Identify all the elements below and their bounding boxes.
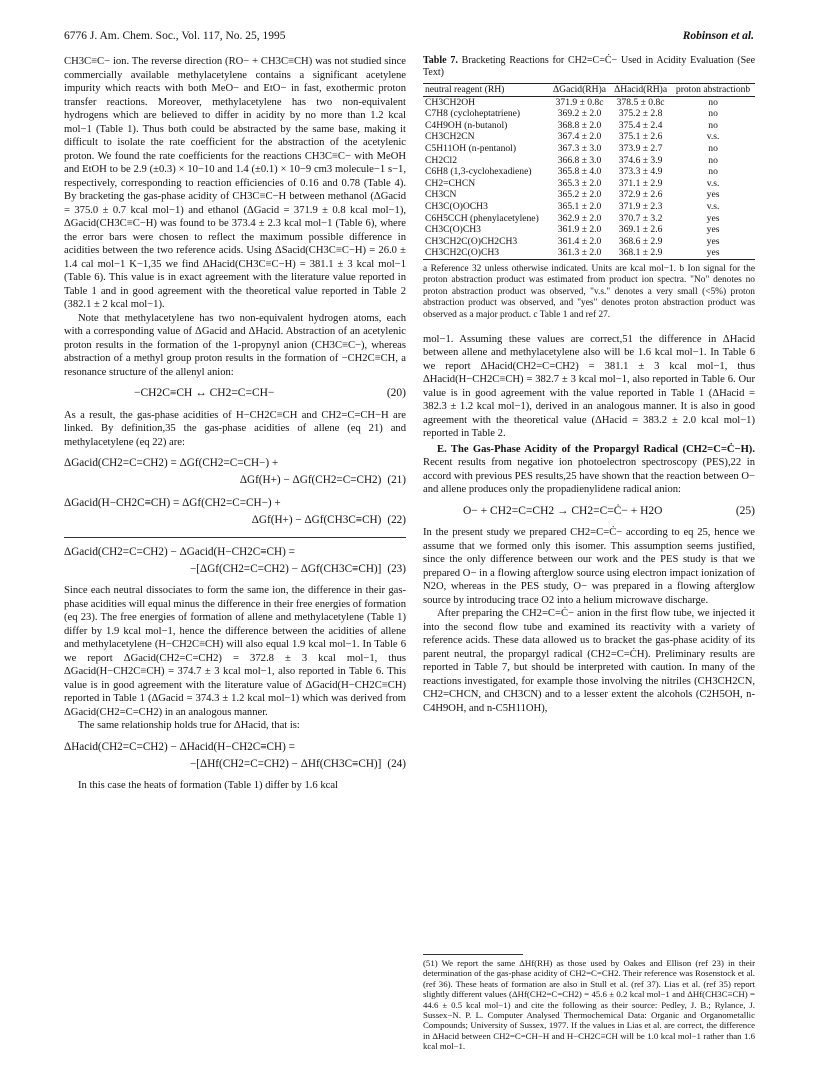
table-cell: v.s. [706,177,720,189]
table-cell: yes [706,212,720,224]
table-row [423,247,755,259]
table-cell: CH2Cl2 [425,154,457,166]
equation-20 [64,387,406,401]
column-header: neutral reagent (RH) [423,84,549,97]
equation-line: ΔGacid(CH2=C=CH2) − ΔGacid(H−CH2C≡CH) = [64,546,295,558]
table-cell: 368.6 ± 2.9 [618,235,663,247]
equation-number: (23) [387,563,406,575]
table-cell: 365.2 ± 2.0 [557,189,602,201]
table-cell: CH3C(O)CH3 [425,224,481,236]
table-cell: no [708,96,718,108]
table-cell: C7H8 (cycloheptatriene) [425,108,521,120]
equation-line: ΔGacid(H−CH2C≡CH) = ΔGf(CH2=C=CH−) + [64,497,281,509]
table-cell: 367.3 ± 3.0 [557,142,602,154]
table-row [423,213,755,225]
table-cell: 365.8 ± 4.0 [557,166,602,178]
table-cell: 361.9 ± 2.0 [557,224,602,236]
table-cell: 361.3 ± 2.0 [549,247,610,259]
table-row [423,224,755,236]
table-cell: 361.4 ± 2.0 [557,235,602,247]
equation-body: O− + CH2=C=CH2 → CH2=C=Ċ− + H2O [463,504,663,517]
equation-number: (24) [387,757,406,770]
equation-number: (22) [387,514,406,526]
equation-23 [64,544,406,578]
equation-number: (20) [386,387,406,399]
left-column [64,55,406,792]
table-cell: no [708,142,718,154]
table-cell: no [708,108,718,120]
table-cell: CH3CH2CN [425,131,475,143]
table-row [423,131,755,143]
paragraph: CH3C≡C− ion. The reverse direction (RO− + CH3C≡CH) was not studied since commercially available methylacetylene contains a significant acetylene impurity which reacts with both MeO− and EtO− in fast, exothermic proton transfer reactions. Moreover, methylacetylene has two non-equivalent hydrogens which are believed to differ in acidity by no more than 1.2 kcal mol−1 (Table 1). Thus both could be abstracted by the same base, making it difficult to isolate the rate coefficient for the abstraction of the acetylenic proton. We found the rate coefficients for the reactions CH3C≡C− with MeOH and EtOH to be 2.9 (±0.3) × 10−10 and 1.4 (±0.1) × 10−9 cm3 molecule−1 s−1, respectively, corresponding to reaction efficiencies of 0.16 and 0.78 (Table 4). By bracketing the gas-phase acidity of CH3C≡C−H between methanol (ΔGacid = 375.0 ± 0.7 kcal mol−1) and ethanol (ΔGacid = 371.9 ± 0.8 kcal mol−1), ΔGacid(CH3C≡C−H) was found to be 373.4 ± 2.3 kcal mol−1 (Table 6), where the error bars were chosen to reflect the maximum possible difference in acidities between the two reference acids. Using ΔSacid(CH3C≡C−H) = 26.0 ± 1.4 cal mol−1 K−1,35 we find ΔHacid(CH3C≡C−H) = 381.1 ± 3 kcal mol−1 (Table 6). This value is in exact agreement with the literature value reported in Table 1 and in good agreement with the theoretical value reported in Table 2 (382.1 ± 2 kcal mol−1). [64,56,406,310]
table-row [423,166,755,178]
equation-22 [64,495,406,529]
paragraph: In this case the heats of formation (Table 1) differ by 1.6 kcal [78,779,338,791]
table-cell: CH2=CHCN [425,177,476,189]
table-body [423,96,755,259]
equation-21 [64,455,406,489]
paragraph: Since each neutral dissociates to form the same ion, the difference in their gas-phase acidities will equal minus the difference in their free energies of formation (eq 23). The free energies of formation of allene and methylacetylene (Table 1) differ by 1.9 kcal mol−1, hence the difference between the acidities of allene and methylacetylene (H−CH2C≡CH) will also equal 1.9 kcal mol−1. In Table 6 we report ΔGacid(CH2=C=CH2) = 372.8 ± 3 kcal mol−1, thus ΔGacid(H−CH2C≡CH) = 374.7 ± 3 kcal mol−1, also reported in Table 6. This value is in good agreement with the literature value of ΔGacid(H−CH2C≡CH) reported in Table 1 (ΔGacid = 374.3 ± 1.2 kcal mol−1) which was derived from ΔGacid(CH2=C=CH2) in an analogous manner. [64,585,407,718]
table-cell: C4H9OH (n-butanol) [425,119,508,131]
table-cell: CH3CH2C(O)CH2CH3 [425,235,518,247]
table-7 [423,83,755,260]
footnote-51: (51) We report the same ΔHf(RH) as those used by Oakes and Ellison (ref 23) in their determination of the gas-phase acidity of CH2=C=CH2. Their reference was Rosenstock et al. (ref 36). These heats of formation are also in Stull et al. (ref 37). Lias et al. (ref 35) report slightly different values (ΔHf(CH2=C=CH2) = 45.6 ± 0.2 kcal mol−1 and ΔHf(CH3C≡CH) = 44.6 ± 0.5 kcal mol−1) and cite the following as their source: Pedley, J. B.; Rylance, J. Sussex−N. P. L. Computer Analysed Thermochemical Data: Organic and Organometallic Compounds; University of Sussex, 1977. If the values in Lias et al. are correct, the difference in ΔHacid between CH2=C=CH−H and H−CH2C≡CH will be 1.0 kcal mol−1 rather than 1.6 kcal mol−1. [423,958,755,1052]
table-cell: 372.9 ± 2.6 [618,189,663,201]
table-row [423,178,755,190]
table-cell: 373.3 ± 4.9 [618,166,663,178]
table-cell: 369.1 ± 2.6 [618,224,663,236]
table-cell: 370.7 ± 3.2 [618,212,663,224]
paragraph: As a result, the gas-phase acidities of H−CH2C≡CH and CH2=C=CH−H are linked. By definition,35 the gas-phase acidities of allene (eq 21) and methylacetylene (eq 22) are: [64,409,406,448]
table-cell: v.s. [706,200,720,212]
table-row [423,155,755,167]
table-cell: CH3CH2OH [425,96,476,108]
table-cell: no [708,166,718,178]
table-cell: v.s. [706,131,720,143]
equation-number: (21) [387,474,406,486]
table-cell: 374.6 ± 3.9 [618,154,663,166]
divider [64,537,406,538]
equation-24 [64,739,406,773]
paragraph: Note that methylacetylene has two non-equivalent hydrogen atoms, each with a corresponding value of ΔGacid and ΔHacid. Abstraction of an acetylenic proton results in the formation of the 1-propynyl anion (CH3C≡C−), whereas abstraction of a methyl group proton results in the formation of −CH2C≡CH, a resonance structure of the allenyl anion: [64,312,406,378]
table-row [423,201,755,213]
journal-citation: 6776 J. Am. Chem. Soc., Vol. 117, No. 25, 1995 [64,30,286,42]
table-row [423,108,755,120]
column-header: ΔHacid(RH)a [610,84,671,97]
table-cell: 368.1 ± 2.9 [610,247,671,259]
table-cell: 371.9 ± 0.8c [555,96,604,108]
table-cell: 371.1 ± 2.9 [618,177,663,189]
table-row [423,236,755,248]
page-header [64,30,754,46]
table-cell: yes [706,235,720,247]
paragraph: After preparing the CH2=C=Ċ− anion in the first flow tube, we injected it into the second flow tube and examined its reactivity with a variety of reference acids. These data allowed us to bracket the gas-phase acidity of its parent neutral, the propargyl radical (CH2=C=ĊH). Preliminary results are reported in Table 7, but should be interpreted with caution. In many of the reactions investigated, for example those involving the nitriles (CH3CH2CN, CH2=CHCN, and CH3CN) and to a lesser extent the alcohols (C2H5OH, n-C4H9OH, and n-C5H11OH), [423,608,755,714]
paragraph: In the present study we prepared CH2=C=Ċ− according to eq 25, hence we assume that we formed only this isomer. This assumption seems justified, since the only difference between our work and the PES study is that we prepared O− in a flowing afterglow source using electron impact ionization of N2O, whereas in the PES study, O− was prepared in a flowing afterglow source by introducing trace O2 into a helium microwave discharge. [423,527,755,606]
equation-line: ΔHacid(CH2=C=CH2) − ΔHacid(H−CH2C≡CH) = [64,740,295,753]
table-cell: C6H5CCH (phenylacetylene) [425,212,539,224]
table-row [423,189,755,201]
column-header: proton abstractionb [671,84,755,97]
table-header-row [423,84,755,97]
equation-25 [423,505,755,519]
table-cell: no [708,119,718,131]
equation-number: (25) [735,504,755,517]
paragraph: mol−1. Assuming these values are correct,51 the difference in ΔHacid between allene and methylacetylene also will be 1.6 kcal mol−1. In Table 6 we report ΔHacid(CH2=C=CH2) = 381.1 ± 3 kcal mol−1, thus ΔHacid(H−CH2C≡CH) = 382.7 ± 3 kcal mol−1, also reported in Table 6. Our value is in good agreement with the value reported in Table 1 (ΔHacid = 382.3 ± 1.2 kcal mol−1), derived in an analogous manner. It is also in good agreement with the theoretical value (ΔHacid = 383.2 ± 2.0 kcal mol−1) reported in Table 2. [423,333,755,440]
table-caption-text: Bracketing Reactions for CH2=C=Ċ− Used in Acidity Evaluation (See Text) [423,55,756,78]
running-head: Robinson et al. [682,30,754,42]
section-heading: E. The Gas-Phase Acidity of the Propargyl Radical (CH2=C=Ċ−H). [437,443,755,455]
table-row [423,143,755,155]
equation-line: ΔGacid(CH2=C=CH2) = ΔGf(CH2=C=CH−) + [64,457,279,469]
table-cell: 362.9 ± 2.0 [557,212,602,224]
table-cell: 375.1 ± 2.6 [618,131,663,143]
table-cell: 366.8 ± 3.0 [557,154,602,166]
table-cell: yes [706,189,720,201]
table-cell: 365.3 ± 2.0 [557,177,602,189]
footnote-divider [423,954,523,955]
table-cell: no [708,154,718,166]
table-cell: yes [706,224,720,236]
table-row [423,120,755,132]
table-caption [423,55,755,79]
table-cell: 373.9 ± 2.7 [618,142,663,154]
column-header: ΔGacid(RH)a [549,84,610,97]
table-cell: 368.8 ± 2.0 [557,119,602,131]
right-column [423,55,755,715]
paragraph: The same relationship holds true for ΔHacid, that is: [78,720,300,731]
table-cell: CH3C(O)OCH3 [425,200,488,212]
table-cell: CH3CN [425,189,457,201]
equation-line: ΔGf(H+) − ΔGf(CH3C≡CH) [251,514,382,526]
table-cell: 378.5 ± 0.8c [616,96,665,108]
table-cell: 375.2 ± 2.8 [618,108,663,120]
table-cell: 369.2 ± 2.0 [557,108,602,120]
equation-line: −[ΔHf(CH2=C=CH2) − ΔHf(CH3C≡CH)] [189,757,382,770]
table-cell: C6H8 (1,3-cyclohexadiene) [425,166,532,178]
table-cell: yes [671,247,755,259]
paragraph: Recent results from negative ion photoelectron spectroscopy (PES),22 in accord with previous PES results,25 have shown that the reaction between O− and allene produces only the propadienylidene radical anion: [423,457,755,496]
table-cell: C5H11OH (n-pentanol) [425,142,517,154]
table-cell: 367.4 ± 2.0 [557,131,602,143]
table-row [423,96,755,108]
table-label: Table 7. [423,55,458,66]
equation-body: −CH2C≡CH ↔ CH2=C=CH− [134,387,275,399]
table-cell: 365.1 ± 2.0 [557,200,602,212]
equation-line: −[ΔGf(CH2=C=CH2) − ΔGf(CH3C≡CH)] [189,563,382,575]
table-cell: CH3CH2C(O)CH3 [423,247,549,259]
table-cell: 371.9 ± 2.3 [618,200,663,212]
table-footnote: a Reference 32 unless otherwise indicated. Units are kcal mol−1. b Ion signal for the proton abstraction product was estimated from product ion spectra. "No" denotes no proton abstraction product was observed, "v.s." denotes a very small (<5%) proton abstraction product was observed, and "yes" denotes proton abstraction product was observed as a major product. c Table 1 and ref 27. [423,263,755,320]
equation-line: ΔGf(H+) − ΔGf(CH2=C=CH2) [239,474,382,486]
table-cell: 375.4 ± 2.4 [618,119,663,131]
